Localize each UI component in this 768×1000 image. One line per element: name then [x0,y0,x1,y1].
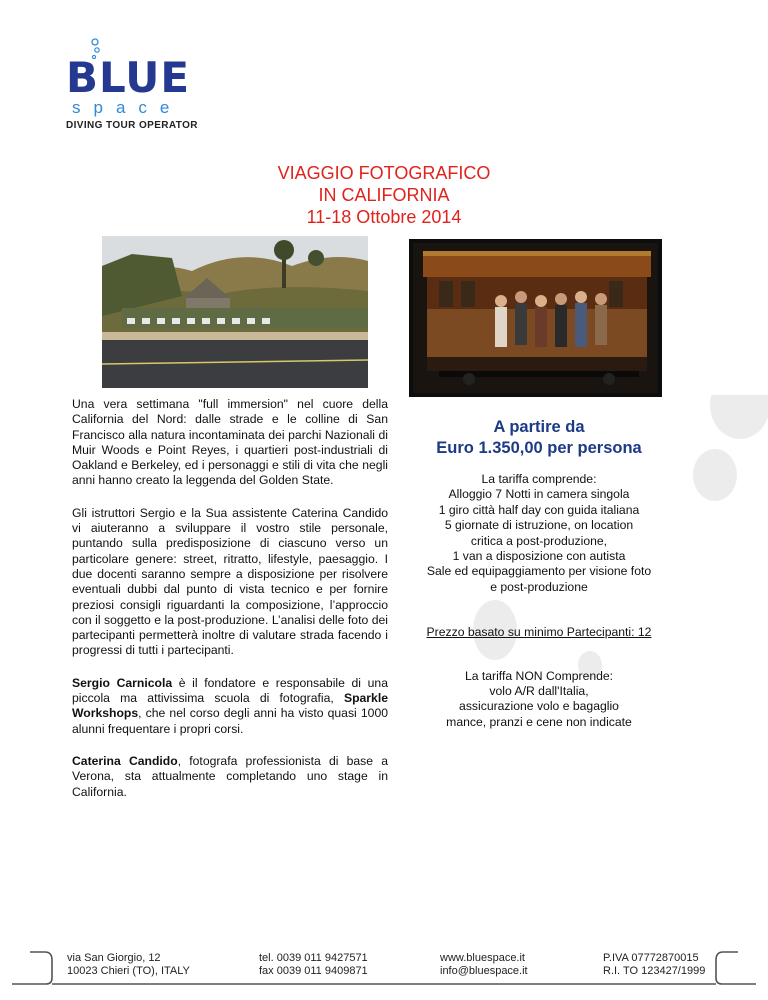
list-item: Alloggio 7 Notti in camera singola [448,487,630,502]
list-item: 5 giornate di istruzione, on location [444,518,634,533]
description-column [72,397,388,817]
price-column [410,417,668,730]
list-item: mance, pranzi e cene non indicate [446,714,632,729]
title-line-2: IN CALIFORNIA [318,185,450,205]
list-item: e post-produzione [490,579,588,594]
logo-tagline: DIVING TOUR OPERATOR [66,120,198,131]
title-line-3: 11-18 Ottobre 2014 [306,207,462,227]
footer-address: via San Giorgio, 12 10023 Chieri (TO), ITALY [67,952,190,977]
instructors-paragraph: Gli istruttori Sergio e la Sua assistente Caterina Candido vi aiuteranno a sviluppare il vostro stile personale, puntando sulla predisposizione di ciascuno verso un particolare genere: street, ritratto, lifestyle, paesaggio. I due docenti saranno sempre a disposizione per risolvere eventuali dubbi dal punto di vista tecnico e per fornire preziosi consigli riguardanti la composizione, l’approccio con il soggetto e la post-produzione. L’analisi delle foto dei partecipanti permetterà inoltre di valutare strada facendo i progressi di tutti i partecipanti. [72,505,388,658]
school-name: Sparkle Workshops [72,691,388,721]
intro-paragraph: Una vera settimana "full immersion" nel cuore della California del Nord: dalle strade e le colline di San Francisco alla natura incontaminata dei parchi Nazionali di Muir Woods e Point Reyes, i quartieri post-industriali di Oakland e Berkeley, ed i personaggi e stili di vita che negli anni hanno creato la leggenda del Golden State. [72,397,388,488]
caterina-paragraph: Caterina Candido, fotografa professionista di base a Verona, sta attualmente completando uno stage in California. [72,753,388,799]
minimum-participants: Prezzo basato su minimo Partecipanti: 12 [426,625,652,640]
footer-contacts [440,952,528,978]
price-heading: A partire da Euro 1.350,00 per persona [436,418,642,457]
caterina-name: Caterina Candido [72,753,178,768]
list-item: Sale ed equipaggiamento per visione foto [426,564,652,579]
list-item: 1 giro città half day con guida italiana [438,502,640,517]
list-item: assicurazione volo e bagaglio [459,699,619,714]
landscape-photo [102,236,368,388]
cable-car-photo [409,239,662,397]
email-link[interactable]: info@bluespace.it [440,965,528,977]
bluespace-logo [66,38,196,130]
title-line-1: VIAGGIO FOTOGRAFICO [277,163,491,183]
includes-list: La tariffa comprende: Alloggio 7 Notti in camera singola 1 giro città half day con guida italiana 5 giornate di istruzione, on location critica a post-produzione, 1 van a disposizione con autista Sale ed equipaggiamento per visione foto e post-produzione [410,472,668,595]
sergio-name: Sergio Carnicola [72,675,173,690]
sergio-paragraph: Sergio Carnicola è il fondatore e responsabile di una piccola ma attivissima scuola di fotografia, Sparkle Workshops, che nel corso degli anni ha visto quasi 1000 alunni frequentare i propri corsi. [72,675,388,736]
website-link[interactable]: www.bluespace.it [440,952,525,964]
footer-phone: tel. 0039 011 9427571 fax 0039 011 9409871 [259,952,368,977]
list-item: 1 van a disposizione con autista [452,549,626,564]
footer-company-info: P.IVA 07772870015 R.I. TO 123427/1999 [603,952,706,977]
logo-space: space [72,98,183,117]
list-item: volo A/R dall'Italia, [489,684,589,699]
excludes-list: La tariffa NON Comprende: volo A/R dall'Italia, assicurazione volo e bagaglio mance, pranzi e cene non indicate [410,669,668,731]
list-item: critica a post-produzione, [470,533,608,548]
page-title [0,162,768,228]
logo-word: BLUE [66,53,191,102]
